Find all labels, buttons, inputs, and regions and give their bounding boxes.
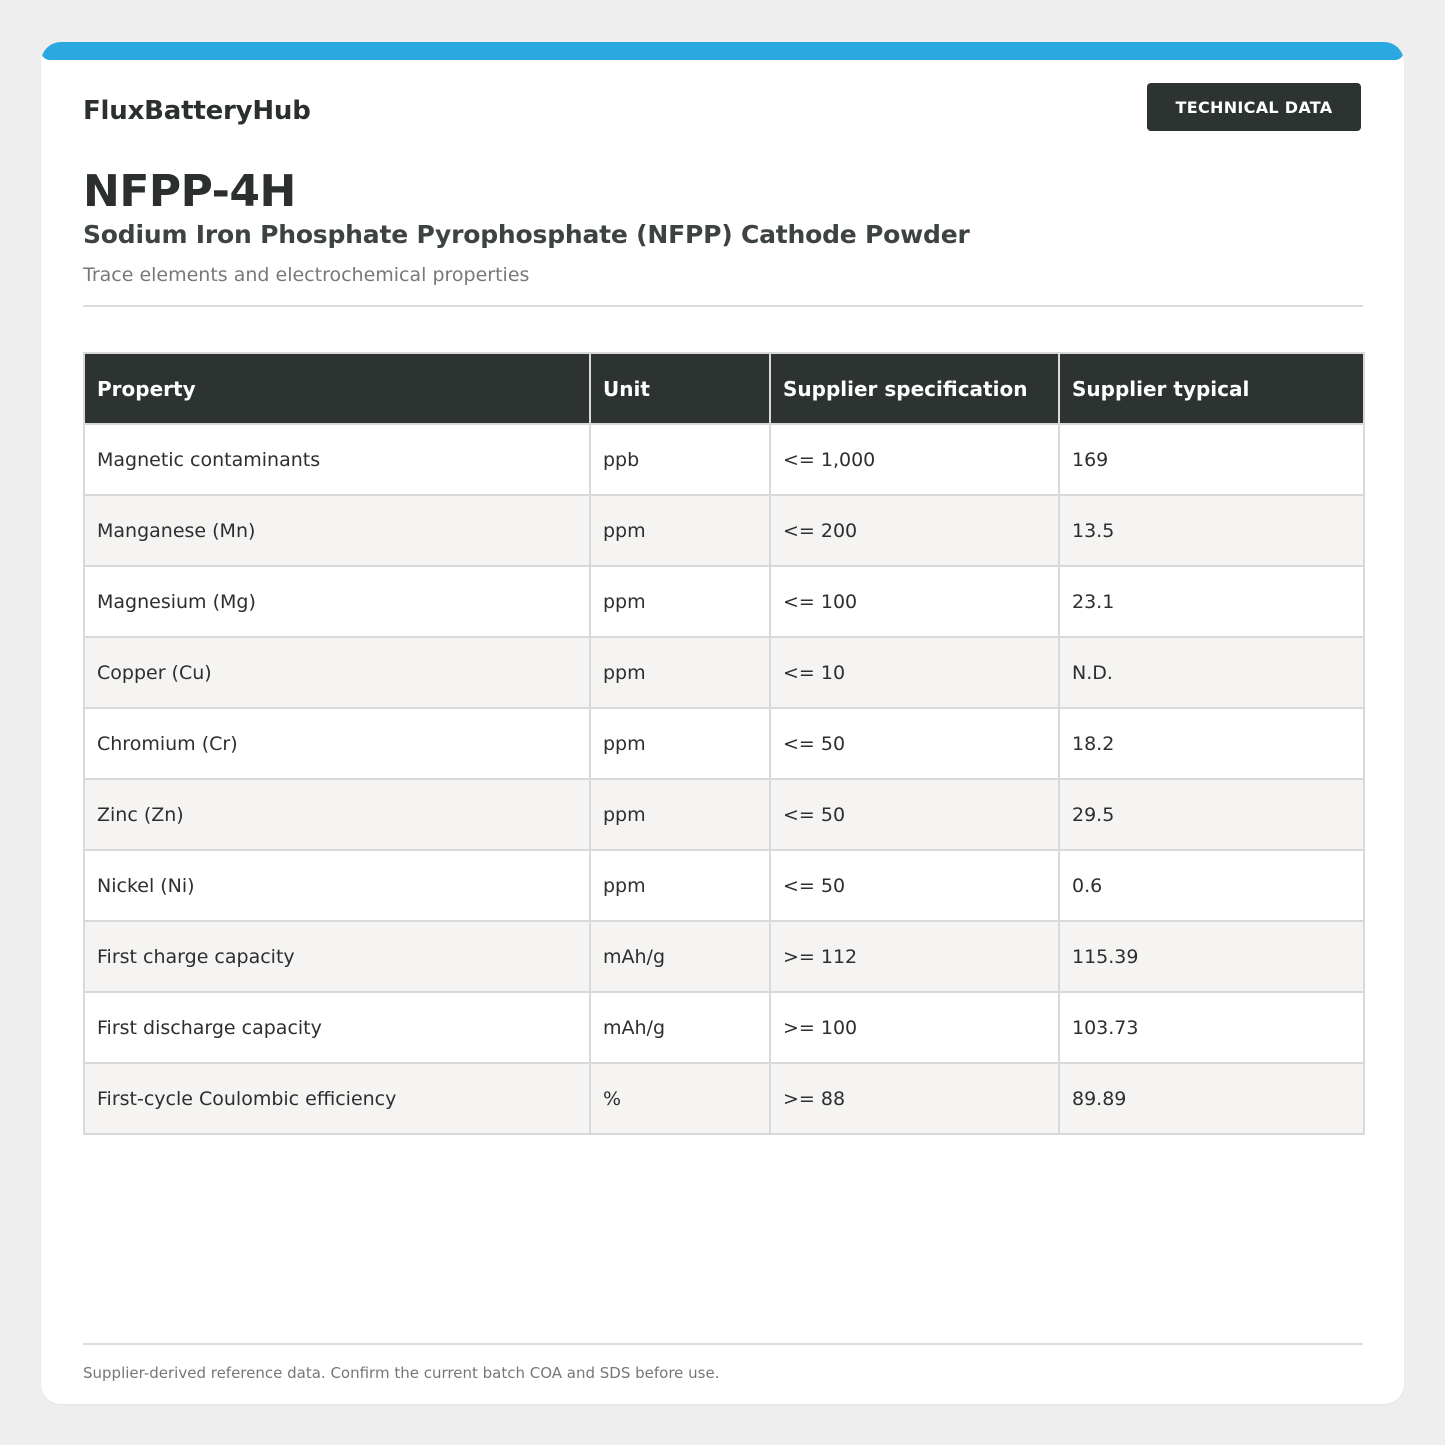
cell-typical: 18.2 (1059, 708, 1364, 779)
table-row (84, 921, 1364, 992)
cell-typical: 0.6 (1059, 850, 1364, 921)
column-header-property: Property (84, 353, 590, 424)
cell-specification: <= 50 (770, 708, 1059, 779)
brand-name: FluxBatteryHub (83, 96, 311, 126)
cell-unit: mAh/g (590, 992, 770, 1063)
cell-unit: ppm (590, 779, 770, 850)
table-row (84, 495, 1364, 566)
cell-typical: 29.5 (1059, 779, 1364, 850)
cell-unit: ppb (590, 424, 770, 495)
column-header-specification: Supplier specification (770, 353, 1059, 424)
cell-property: First discharge capacity (84, 992, 590, 1063)
cell-property: Copper (Cu) (84, 637, 590, 708)
table-row (84, 850, 1364, 921)
cell-property: Manganese (Mn) (84, 495, 590, 566)
table-row (84, 566, 1364, 637)
table-header-row (84, 353, 1364, 424)
cell-typical: 23.1 (1059, 566, 1364, 637)
cell-property: Magnesium (Mg) (84, 566, 590, 637)
technical-data-badge: TECHNICAL DATA (1147, 83, 1361, 131)
cell-specification: >= 88 (770, 1063, 1059, 1134)
cell-unit: ppm (590, 637, 770, 708)
cell-typical: 13.5 (1059, 495, 1364, 566)
datasheet-card (41, 42, 1404, 1404)
cell-unit: ppm (590, 850, 770, 921)
cell-typical: 89.89 (1059, 1063, 1364, 1134)
cell-specification: <= 100 (770, 566, 1059, 637)
cell-specification: <= 200 (770, 495, 1059, 566)
cell-typical: 169 (1059, 424, 1364, 495)
cell-unit: ppm (590, 708, 770, 779)
cell-unit: ppm (590, 495, 770, 566)
cell-unit: % (590, 1063, 770, 1134)
table-row (84, 424, 1364, 495)
cell-specification: <= 1,000 (770, 424, 1059, 495)
cell-property: Magnetic contaminants (84, 424, 590, 495)
cell-property: Nickel (Ni) (84, 850, 590, 921)
table-row (84, 992, 1364, 1063)
cell-unit: ppm (590, 566, 770, 637)
header-divider (83, 305, 1363, 307)
cell-typical: 115.39 (1059, 921, 1364, 992)
product-code: NFPP-4H (83, 166, 296, 217)
cell-property: First-cycle Coulombic efficiency (84, 1063, 590, 1134)
product-name: Sodium Iron Phosphate Pyrophosphate (NFPP) Cathode Powder (83, 220, 970, 249)
cell-specification: <= 50 (770, 779, 1059, 850)
column-header-typical: Supplier typical (1059, 353, 1364, 424)
column-header-unit: Unit (590, 353, 770, 424)
cell-typical: 103.73 (1059, 992, 1364, 1063)
table-row (84, 708, 1364, 779)
cell-specification: >= 112 (770, 921, 1059, 992)
cell-property: Chromium (Cr) (84, 708, 590, 779)
product-subtitle: Trace elements and electrochemical properties (83, 264, 530, 286)
cell-property: Zinc (Zn) (84, 779, 590, 850)
cell-specification: <= 50 (770, 850, 1059, 921)
footer-disclaimer: Supplier-derived reference data. Confirm the current batch COA and SDS before use. (83, 1364, 720, 1382)
spec-table (83, 352, 1365, 1135)
footer-divider (83, 1343, 1363, 1345)
cell-specification: >= 100 (770, 992, 1059, 1063)
cell-unit: mAh/g (590, 921, 770, 992)
cell-typical: N.D. (1059, 637, 1364, 708)
table-row (84, 637, 1364, 708)
table-row (84, 1063, 1364, 1134)
accent-bar (41, 42, 1404, 60)
cell-property: First charge capacity (84, 921, 590, 992)
table-row (84, 779, 1364, 850)
cell-specification: <= 10 (770, 637, 1059, 708)
